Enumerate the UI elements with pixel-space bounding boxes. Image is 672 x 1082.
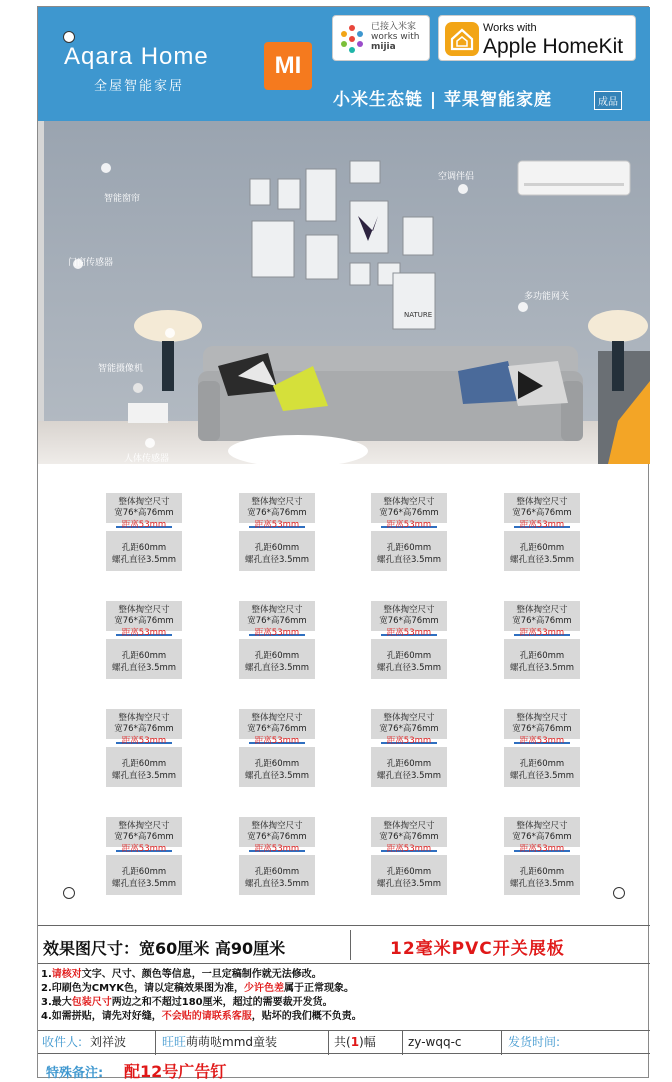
render-size: 效果图尺寸：宽60厘米 高90厘米 [43, 939, 286, 958]
finished-tag: 成品 [594, 91, 622, 110]
xiaomi-logo: MI [264, 42, 312, 90]
header-banner [38, 7, 650, 121]
cutout-cell: 整体掏空尺寸 宽76*高76mm 距离53mm 孔距60mm 螺孔直径3.5mm [371, 709, 447, 787]
cutout-cell: 整体掏空尺寸 宽76*高76mm 距离53mm 孔距60mm 螺孔直径3.5mm [239, 817, 315, 895]
cutout-cell: 整体掏空尺寸 宽76*高76mm 距离53mm 孔距60mm 螺孔直径3.5mm [239, 493, 315, 571]
note-line: 4.如需拼贴，请先对好缝，不会贴的请联系客服，贴坏的我们概不负责。 [41, 1011, 362, 1022]
cutout-cell: 整体掏空尺寸 宽76*高76mm 距离53mm 孔距60mm 螺孔直径3.5mm [504, 493, 580, 571]
homekit-small-text: Works with [483, 22, 537, 34]
cutout-cell: 整体掏空尺寸 宽76*高76mm 距离53mm 孔距60mm 螺孔直径3.5mm [106, 601, 182, 679]
photo-label: 门窗传感器 [68, 258, 114, 268]
product-sheet [37, 6, 649, 1081]
photo-label: 空调伴侣 [438, 172, 475, 182]
remark-row [38, 1056, 650, 1080]
cutout-cell: 整体掏空尺寸 宽76*高76mm 距离53mm 孔距60mm 螺孔直径3.5mm [371, 493, 447, 571]
recipient-value: 刘祥波 [90, 1035, 127, 1049]
cutout-cell: 整体掏空尺寸 宽76*高76mm 距离53mm 孔距60mm 螺孔直径3.5mm [504, 709, 580, 787]
order-info-row [38, 1030, 650, 1054]
cutout-cell: 整体掏空尺寸 宽76*高76mm 距离53mm 孔距60mm 螺孔直径3.5mm [239, 601, 315, 679]
cutout-cell: 整体掏空尺寸 宽76*高76mm 距离53mm 孔距60mm 螺孔直径3.5mm [106, 493, 182, 571]
cutout-cell: 整体掏空尺寸 宽76*高76mm 距离53mm 孔距60mm 螺孔直径3.5mm [371, 817, 447, 895]
mijia-icon [339, 24, 365, 54]
homekit-badge [438, 15, 636, 61]
material-label: 12毫米PVC开关展板 [390, 939, 565, 959]
ship-time-label: 发货时间: [508, 1035, 561, 1049]
aqara-subtitle: 全屋智能家居 [94, 79, 185, 94]
remark-label: 特殊备注: [46, 1066, 104, 1081]
photo-label: 智能摄像机 [98, 364, 144, 374]
homekit-title: Apple HomeKit [483, 35, 624, 58]
cutout-cell: 整体掏空尺寸 宽76*高76mm 距离53mm 孔距60mm 螺孔直径3.5mm [504, 817, 580, 895]
cutout-cell: 整体掏空尺寸 宽76*高76mm 距离53mm 孔距60mm 螺孔直径3.5mm [239, 709, 315, 787]
panel-count: 共(1)幅 [334, 1035, 376, 1049]
note-line: 2.印刷色为CMYK色，请以定稿效果图为准，少许色差属于正常现象。 [41, 983, 355, 994]
photo-label: 智能窗帘 [104, 194, 141, 204]
recipient-label: 收件人: [42, 1035, 83, 1049]
note-line: 3.最大包装尺寸两边之和不超过180厘米，超过的需要裁开发货。 [41, 997, 333, 1008]
aqara-logo: Aqara Home [64, 43, 209, 70]
cutout-cell: 整体掏空尺寸 宽76*高76mm 距离53mm 孔距60mm 螺孔直径3.5mm [504, 601, 580, 679]
photo-label: 人体传感器 [124, 454, 170, 464]
note-line: 1.请核对文字、尺寸、颜色等信息，一旦定稿制作就无法修改。 [41, 969, 322, 980]
living-room-photo [38, 121, 650, 464]
ecosystem-slogan: 小米生态链 | 苹果智能家庭 [333, 90, 553, 110]
mounting-hole [63, 887, 75, 899]
cutout-cell: 整体掏空尺寸 宽76*高76mm 距离53mm 孔距60mm 螺孔直径3.5mm [106, 817, 182, 895]
mijia-badge [332, 15, 430, 61]
cutout-cell: 整体掏空尺寸 宽76*高76mm 距离53mm 孔距60mm 螺孔直径3.5mm [371, 601, 447, 679]
cutout-cell: 整体掏空尺寸 宽76*高76mm 距离53mm 孔距60mm 螺孔直径3.5mm [106, 709, 182, 787]
mijia-text: 已接入米家 works with mijia [371, 22, 420, 52]
poster-text: NATURE [404, 311, 433, 319]
order-code: zy-wqq-c [408, 1035, 462, 1049]
photo-label: 多功能网关 [524, 292, 570, 302]
mounting-hole [613, 887, 625, 899]
order-notes [41, 968, 645, 1024]
shop-name: 旺旺萌萌哒mmd童装 [162, 1035, 278, 1049]
remark-value: 配12号广告钉 [124, 1062, 227, 1081]
mounting-hole [63, 31, 75, 43]
size-row [38, 926, 650, 964]
homekit-house-icon [445, 22, 479, 56]
cutout-grid [38, 487, 650, 917]
order-footer [38, 925, 650, 1079]
